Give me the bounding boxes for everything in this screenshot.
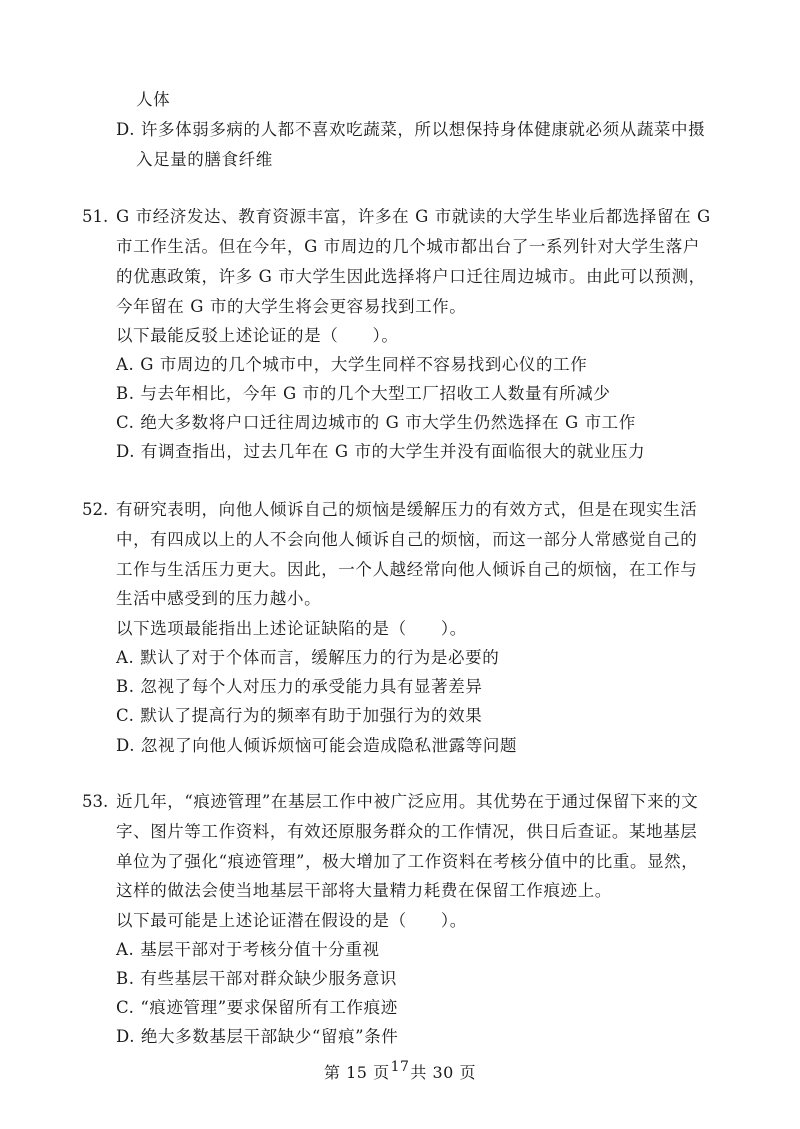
question-prompt: 以下最能反驳上述论证的是（ ）。	[116, 326, 399, 345]
option-b: B. 忽视了每个人对压力的承受能力具有显著差异	[116, 677, 483, 696]
question-number: 53.	[82, 792, 109, 811]
question-stem-line: 中，有四成以上的人不会向他人倾诉自己的烦恼，而这一部分人常感觉自己的	[116, 530, 698, 549]
option-b: B. 与去年相比，今年 G 市的几个大型工厂招收工人数量有所减少	[116, 384, 611, 403]
option-a: A. 默认了对于个体而言，缓解压力的行为是必要的	[116, 648, 500, 667]
page-number-label: 第 15 页	[324, 1063, 390, 1082]
option-d: D. 忽视了向他人倾诉烦恼可能会造成隐私泄露等问题	[116, 736, 518, 755]
question-stem-line: 的优惠政策，许多 G 市大学生因此选择将户口迁往周边城市。由此可以预测，	[116, 267, 706, 286]
overlay-page-number: 17	[390, 1059, 410, 1075]
option-d: D. 绝大多数基层干部缺少“留痕”条件	[116, 1027, 399, 1046]
question-number: 52.	[82, 500, 109, 519]
question-stem-line: 生活中感受到的压力越小。	[116, 589, 322, 608]
option-b: B. 有些基层干部对群众缺少服务意识	[116, 969, 397, 988]
option-d: D. 有调查指出，过去几年在 G 市的大学生并没有面临很大的就业压力	[116, 442, 646, 461]
question-stem-line: G 市经济发达、教育资源丰富，许多在 G 市就读的大学生毕业后都选择留在 G	[116, 207, 711, 226]
total-pages-label: 共 30 页	[410, 1063, 476, 1082]
question-stem-line: 单位为了强化“痕迹管理”，极大增加了工作资料在考核分值中的比重。显然，	[116, 852, 699, 871]
question-stem-line: 市工作生活。但在今年，G 市周边的几个城市都出台了一系列针对大学生落户	[116, 237, 700, 256]
option-a: A. G 市周边的几个城市中，大学生同样不容易找到心仪的工作	[116, 355, 588, 374]
question-stem-line: 这样的做法会使当地基层干部将大量精力耗费在保留工作痕迹上。	[116, 881, 612, 900]
question-stem-line: 今年留在 G 市的大学生将会更容易找到工作。	[116, 297, 467, 316]
question-stem-line: 近几年，“痕迹管理”在基层工作中被广泛应用。其优势在于通过保留下来的文	[116, 792, 699, 811]
page-footer	[0, 1059, 800, 1084]
question-stem-line: 工作与生活压力更大。因此，一个人越经常向他人倾诉自己的烦恼，在工作与	[116, 560, 698, 579]
question-stem-line: 字、图片等工作资料，有效还原服务群众的工作情况，供日后查证。某地基层	[116, 822, 698, 841]
prev-option-d-line-1: D. 许多体弱多病的人都不喜欢吃蔬菜，所以想保持身体健康就必须从蔬菜中摄	[116, 120, 706, 139]
option-c: C. 绝大多数将户口迁往周边城市的 G 市大学生仍然选择在 G 市工作	[116, 413, 636, 432]
option-c: C. 默认了提高行为的频率有助于加强行为的效果	[116, 706, 483, 725]
prev-question-tail: 人体	[136, 90, 171, 109]
question-stem-line: 有研究表明，向他人倾诉自己的烦恼是缓解压力的有效方式，但是在现实生活	[116, 500, 698, 519]
question-prompt: 以下选项最能指出上述论证缺陷的是（ ）。	[116, 619, 467, 638]
option-c: C. “痕迹管理”要求保留所有工作痕迹	[116, 998, 398, 1017]
option-a: A. 基层干部对于考核分值十分重视	[116, 940, 380, 959]
question-number: 51.	[82, 207, 109, 226]
prev-option-d-line-2: 入足量的膳食纤维	[136, 150, 273, 169]
question-prompt: 以下最可能是上述论证潜在假设的是（ ）。	[116, 911, 467, 930]
